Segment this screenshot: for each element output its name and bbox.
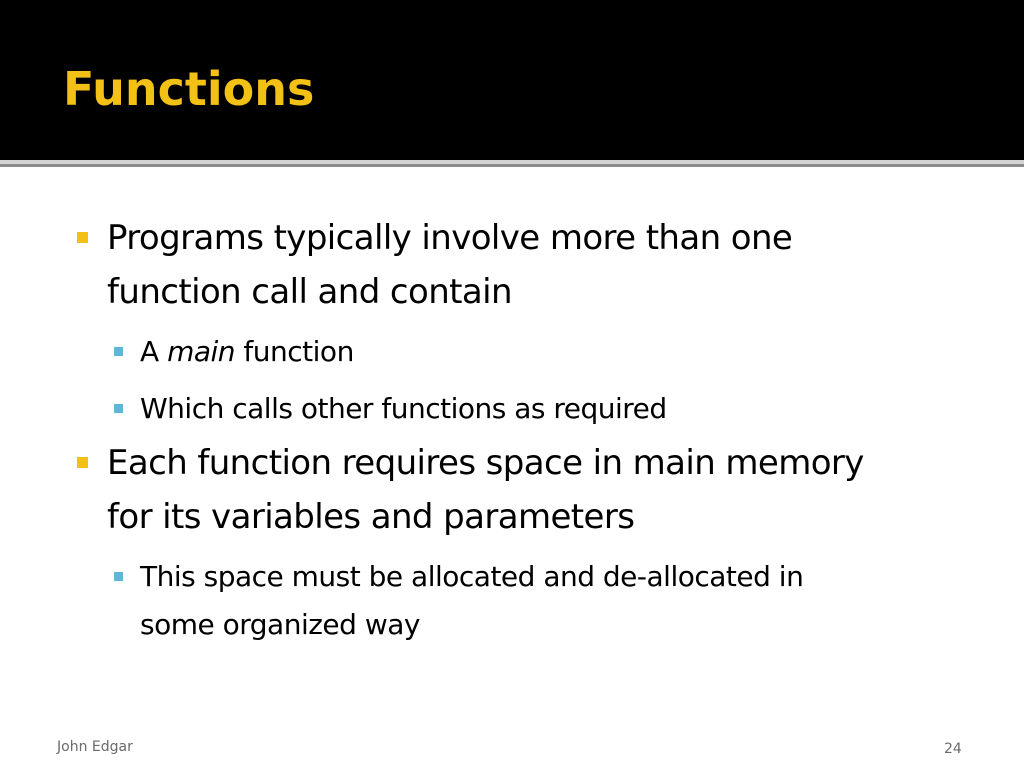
square-bullet-icon <box>114 404 123 413</box>
footer-author: John Edgar <box>57 739 133 755</box>
sub-bullet-prefix: A <box>140 335 168 368</box>
sub-bullet-emphasis: main <box>167 335 236 368</box>
sub-bullet-suffix: function <box>235 335 354 368</box>
square-bullet-icon <box>77 457 88 468</box>
sub-bullet-space-line-1: This space must be allocated and de-allocated in <box>140 560 804 593</box>
sub-bullet-calls-functions: Which calls other functions as required <box>140 392 667 425</box>
bullet-1-line-2: function call and contain <box>107 272 512 312</box>
square-bullet-icon <box>114 347 123 356</box>
sub-bullet-main-function <box>140 328 354 376</box>
bullet-1-line-1: Programs typically involve more than one <box>107 218 793 258</box>
bullet-2-line-1: Each function requires space in main memory <box>107 443 864 483</box>
bullet-2-line-2: for its variables and parameters <box>107 497 635 537</box>
sub-bullet-space-line-2: some organized way <box>140 608 420 641</box>
square-bullet-icon <box>77 232 88 243</box>
slide-title: Functions <box>63 62 315 116</box>
square-bullet-icon <box>114 572 123 581</box>
page-number: 24 <box>944 741 962 757</box>
